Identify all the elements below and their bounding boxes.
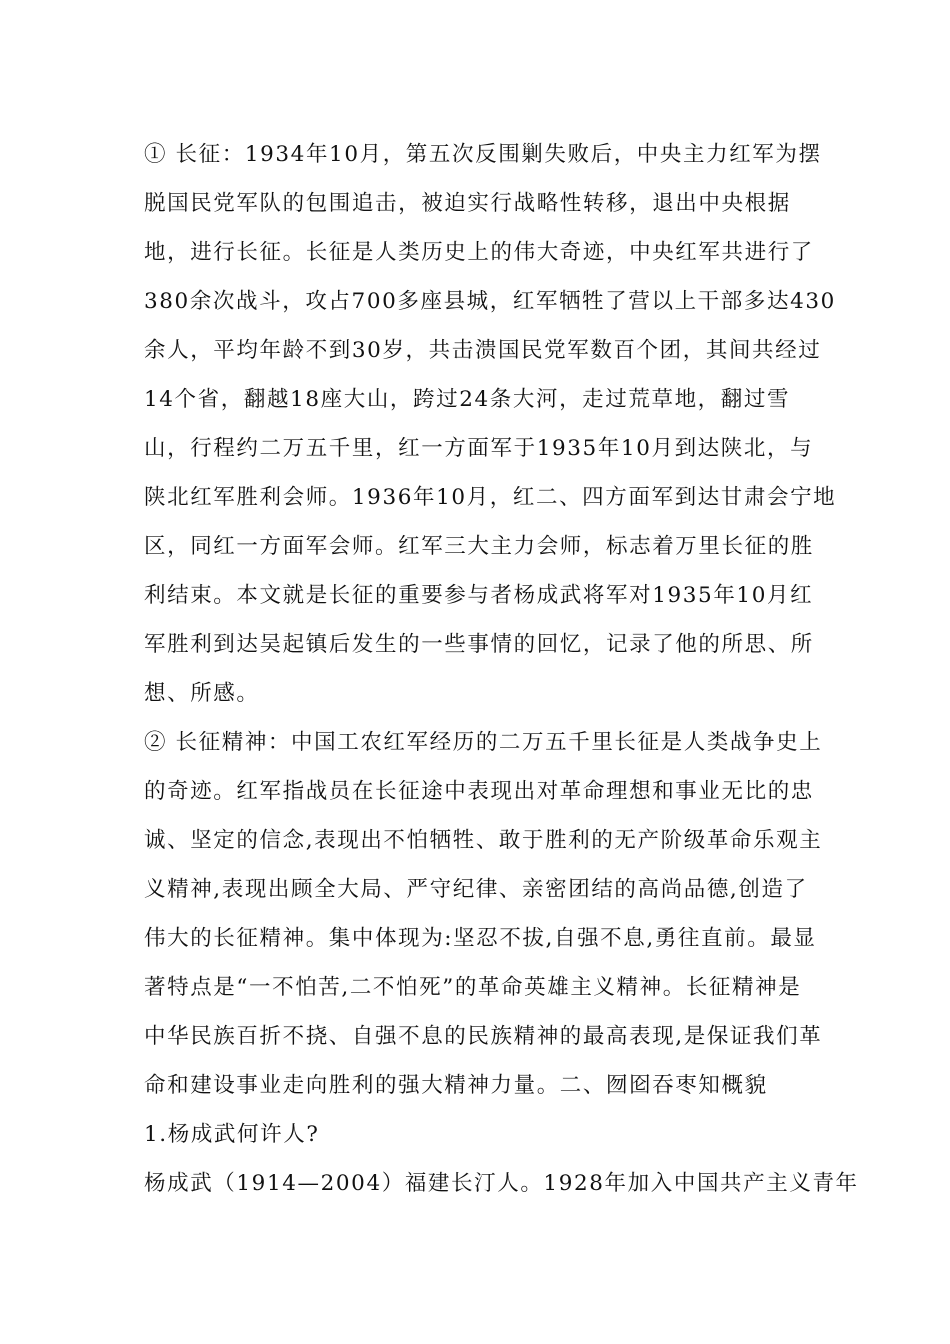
text-line: 脱国民党军队的包围追击，被迫实行战略性转移，退出中央根据 bbox=[144, 191, 791, 216]
text-line: 1.杨成武何许人? bbox=[144, 1122, 320, 1147]
text-line: 380余次战斗，攻占700多座县城，红军牺牲了营以上干部多达430 bbox=[144, 289, 836, 314]
text-line: 区，同红一方面军会师。红军三大主力会师，标志着万里长征的胜 bbox=[144, 534, 814, 559]
text-line: 山，行程约二万五千里，红一方面军于1935年10月到达陕北，与 bbox=[144, 436, 814, 461]
text-line: 14个省，翻越18座大山，跨过24条大河，走过荒草地，翻过雪 bbox=[144, 387, 791, 412]
text-line: 义精神,表现出顾全大局、严守纪律、亲密团结的高尚品德,创造了 bbox=[144, 877, 808, 902]
text-line: ② 长征精神：中国工农红军经历的二万五千里长征是人类战争史上 bbox=[144, 730, 823, 755]
text-line: 想、所感。 bbox=[144, 681, 260, 706]
text-line: 军胜利到达吴起镇后发生的一些事情的回忆，记录了他的所思、所 bbox=[144, 632, 814, 657]
document-body bbox=[144, 130, 859, 1208]
text-line: 伟大的长征精神。集中体现为:坚忍不拔,自强不息,勇往直前。最显 bbox=[144, 926, 817, 951]
text-line: 余人，平均年龄不到30岁，共击溃国民党军数百个团，其间共经过 bbox=[144, 338, 822, 363]
text-line: 中华民族百折不挠、自强不息的民族精神的最高表现,是保证我们革 bbox=[144, 1024, 823, 1049]
text-line: 诚、坚定的信念,表现出不怕牺牲、敢于胜利的无产阶级革命乐观主 bbox=[144, 828, 823, 853]
text-line: ① 长征：1934年10月，第五次反围剿失败后，中央主力红军为摆 bbox=[144, 142, 822, 167]
text-line: 著特点是“一不怕苦,二不怕死”的革命英雄主义精神。长征精神是 bbox=[144, 975, 802, 1000]
text-line: 杨成武（1914—2004）福建长汀人。1928年加入中国共产主义青年 bbox=[144, 1171, 859, 1196]
text-line: 的奇迹。红军指战员在长征途中表现出对革命理想和事业无比的忠 bbox=[144, 779, 814, 804]
text-line: 陕北红军胜利会师。1936年10月，红二、四方面军到达甘肃会宁地 bbox=[144, 485, 837, 510]
text-line: 地，进行长征。长征是人类历史上的伟大奇迹，中央红军共进行了 bbox=[144, 240, 814, 265]
text-line: 利结束。本文就是长征的重要参与者杨成武将军对1935年10月红 bbox=[144, 583, 814, 608]
text-line: 命和建设事业走向胜利的强大精神力量。二、囫囵吞枣知概貌 bbox=[144, 1073, 768, 1098]
